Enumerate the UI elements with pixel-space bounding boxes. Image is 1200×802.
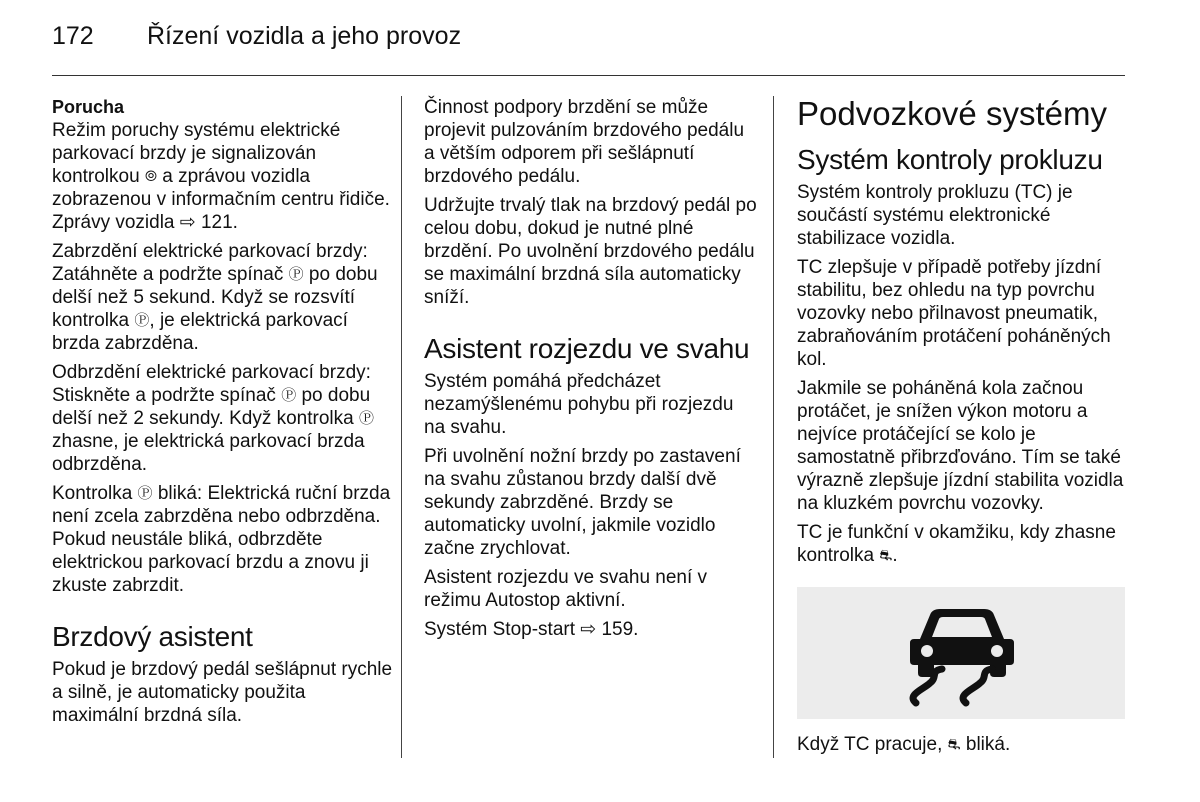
traction-control-icon: ⛐ bbox=[879, 547, 893, 564]
traction-control-figure bbox=[797, 587, 1125, 719]
parking-brake-icon: Ⓟ bbox=[288, 266, 304, 283]
header-rule bbox=[52, 75, 1125, 76]
page-number: 172 bbox=[52, 22, 94, 50]
paragraph: Činnost podpory brzdění se může projevit pulzováním brzdového pedálu a větším odporem při sešlápnutí brzdového pedálu. bbox=[424, 97, 745, 187]
paragraph: Systém pomáhá předcházet nezamýšlenému pohybu při rozjezdu na svahu. bbox=[424, 371, 734, 438]
parking-brake-icon: Ⓟ bbox=[134, 312, 150, 329]
traction-control-icon: ⛐ bbox=[947, 736, 961, 753]
page-header bbox=[52, 22, 461, 51]
paragraph: Systém kontroly prokluzu (TC) je součástí systému elektronické stabilizace vozidla. bbox=[797, 182, 1073, 249]
traction-control-car-skid-icon bbox=[902, 599, 1022, 707]
column-divider bbox=[773, 96, 774, 758]
page-reference: ⇨ 121. bbox=[179, 212, 238, 233]
paragraph: Pokud je brzdový pedál sešlápnut rychle a silně, je automaticky použita maximální brzdná síla. bbox=[52, 659, 393, 726]
paragraph: Kontrolka Ⓟ bliká: Elektrická ruční brzda není zcela zabrzděna nebo odbrzděna. Pokud neustále bliká, odbrzděte elektrickou parkovací brzdu a znovu ji zkuste zabrzdit. bbox=[52, 483, 391, 596]
chapter-heading: Podvozkové systémy bbox=[797, 95, 1107, 132]
porucha-section: Porucha Režim poruchy systému elektrické parkovací brzdy je signalizován kontrolkou ⦾ a zprávou vozidla zobrazenou v informačním centru řidiče. Zprávy vozidla ⇨ 121. bbox=[52, 96, 397, 234]
chapter-title: Řízení vozidla a jeho provoz bbox=[147, 22, 462, 50]
paragraph: Jakmile se poháněná kola začnou protáčet, je snížen výkon motoru a nejvíce protáčející se kolo je samostatně přibrzďováno. Tím se také výrazně zlepšuje jízdní stabilita vozidla na kluzkém povrchu vozovky. bbox=[797, 378, 1124, 514]
column-divider bbox=[401, 96, 402, 758]
paragraph: TC zlepšuje v případě potřeby jízdní stabilitu, bez ohledu na typ povrchu vozovky nebo přilnavost pneumatik, zabraňováním protáčení poháněných kol. bbox=[797, 257, 1111, 370]
parking-brake-icon: Ⓟ bbox=[358, 410, 374, 427]
section-heading: Systém kontroly prokluzu bbox=[797, 144, 1103, 175]
paragraph: Odbrzdění elektrické parkovací brzdy: Stiskněte a podržte spínač Ⓟ po dobu delší než 2 sekundy. Když kontrolka Ⓟ zhasne, je elektrická parkovací brzda odbrzděna. bbox=[52, 362, 374, 475]
paragraph: Když TC pracuje, ⛐ bliká. bbox=[797, 734, 1011, 755]
parking-brake-icon: Ⓟ bbox=[281, 387, 297, 404]
paragraph: Asistent rozjezdu ve svahu není v režimu Autostop aktivní. bbox=[424, 567, 708, 611]
paragraph: Při uvolnění nožní brzdy po zastavení na svahu zůstanou brzdy další dvě sekundy zabrzděné. Brzdy se automaticky uvolní, jakmile vozidlo začne zrychlovat. bbox=[424, 446, 741, 559]
porucha-title: Porucha bbox=[52, 97, 125, 117]
section-heading: Brzdový asistent bbox=[52, 621, 253, 652]
parking-brake-icon: Ⓟ bbox=[137, 485, 153, 502]
paragraph: Udržujte trvalý tlak na brzdový pedál po celou dobu, dokud je nutné plné brzdění. Po uvolnění brzdového pedálu se maximální brzdná síla automaticky sníží. bbox=[424, 195, 757, 308]
parking-fault-icon: ⦾ bbox=[144, 168, 157, 185]
paragraph: Systém Stop-start ⇨ 159. bbox=[424, 619, 639, 640]
section-heading: Asistent rozjezdu ve svahu bbox=[424, 333, 750, 364]
page-reference: ⇨ 159. bbox=[580, 619, 639, 640]
column-3 bbox=[797, 96, 1127, 762]
column-2 bbox=[424, 96, 759, 647]
paragraph: Zabrzdění elektrické parkovací brzdy: Zatáhněte a podržte spínač Ⓟ po dobu delší než 5 sekund. Když se rozsvítí kontrolka Ⓟ, je elektrická parkovací brzda zabrzděna. bbox=[52, 241, 378, 354]
paragraph: TC je funkční v okamžiku, kdy zhasne kontrolka ⛐. bbox=[797, 522, 1116, 566]
column-1 bbox=[52, 96, 397, 733]
